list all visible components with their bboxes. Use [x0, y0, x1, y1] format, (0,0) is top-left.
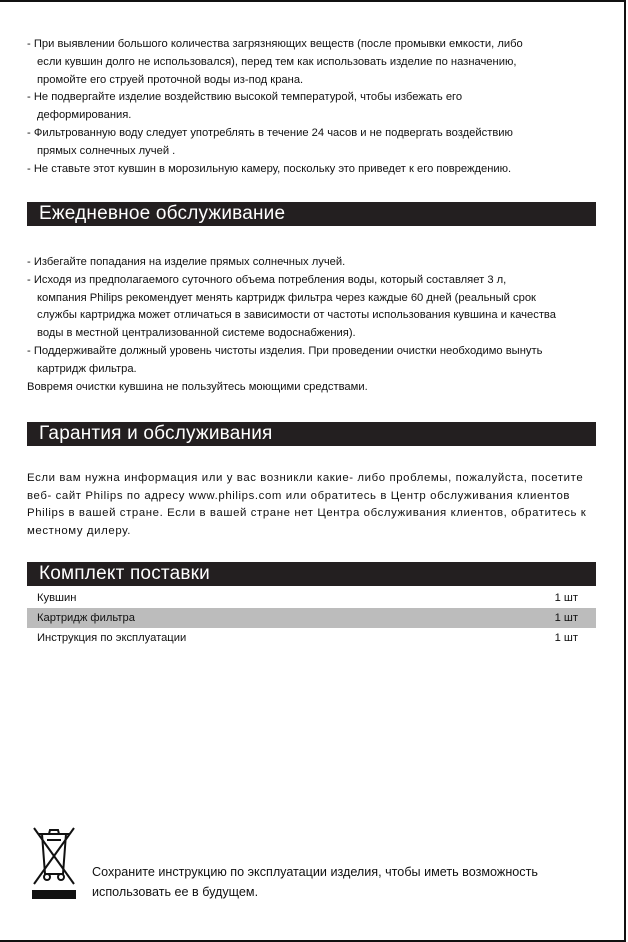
- daily-line: - Исходя из предполагаемого суточного объема потребления воды, который составляет 3 л,: [27, 273, 507, 286]
- daily-line: - Избегайте попадания на изделие прямых солнечных лучей.: [27, 256, 346, 268]
- daily-line: картридж фильтра.: [37, 362, 137, 375]
- daily-line: службы картриджа может отличаться в зависимости от частоты использования кувшина и качества: [37, 309, 556, 322]
- crossed-out-wheelie-bin-icon: [30, 824, 78, 900]
- precaution-line: - При выявлении большого количества загрязняющих веществ (после промывки емкости, либо: [27, 38, 523, 50]
- precaution-line: промойте его струей проточной воды из-под крана.: [37, 73, 304, 86]
- warranty-paragraph: Если вам нужна информация или у вас возникли какие- либо проблемы, пожалуйста, посетите веб- сайт Philips по адресу www.philips.com или обратитесь в Центр обслуживания клиентов Philips в вашей стране. Если в вашей стране нет Центра обслуживания клиентов, обратитесь к местному дилеру.: [27, 472, 587, 537]
- keep-manual-note: Сохраните инструкцию по эксплуатации изделия, чтобы иметь возможность использовать ее в будущем.: [92, 865, 538, 899]
- precaution-line: - Фильтрованную воду следует употреблять в течение 24 часов и не подвергать воздействию: [27, 126, 513, 139]
- section-header-package-contents: Комплект поставки: [27, 562, 596, 586]
- package-contents-table: [27, 588, 596, 648]
- precaution-line: - Не подвергайте изделие воздействию высокой температурой, чтобы избежать его: [27, 91, 463, 104]
- precaution-line: деформирования.: [37, 109, 132, 122]
- table-row: [27, 608, 596, 628]
- section-header-warranty: Гарантия и обслуживания: [27, 422, 596, 446]
- precautions-list: [27, 36, 599, 178]
- daily-line: - Поддерживайте должный уровень чистоты изделия. При проведении очистки необходимо вынуть: [27, 344, 543, 357]
- precaution-line: прямых солнечных лучей .: [37, 144, 176, 157]
- kit-item-qty: 1 шт: [554, 612, 578, 624]
- kit-item-qty: 1 шт: [554, 592, 578, 604]
- daily-line: воды в местной централизованной системе водоснабжения).: [37, 327, 356, 340]
- daily-maintenance-list: [27, 254, 599, 396]
- kit-item-name: Картридж фильтра: [37, 612, 135, 624]
- daily-line: компания Philips рекомендует менять картридж фильтра через каждые 60 дней (реальный срок: [37, 291, 536, 304]
- precaution-line: - Не ставьте этот кувшин в морозильную камеру, поскольку это приведет к его повреждению.: [27, 162, 512, 175]
- table-row: [27, 628, 596, 648]
- section-header-daily-maintenance: Ежедневное обслуживание: [27, 202, 596, 226]
- kit-item-name: Инструкция по эксплуатации: [37, 632, 187, 644]
- precaution-line: если кувшин долго не использовался), перед тем как использовать изделие по назначению,: [37, 55, 517, 68]
- daily-line: Вовремя очистки кувшина не пользуйтесь моющими средствами.: [27, 380, 368, 393]
- table-row: [27, 588, 596, 608]
- kit-item-qty: 1 шт: [554, 632, 578, 644]
- kit-item-name: Кувшин: [37, 592, 77, 604]
